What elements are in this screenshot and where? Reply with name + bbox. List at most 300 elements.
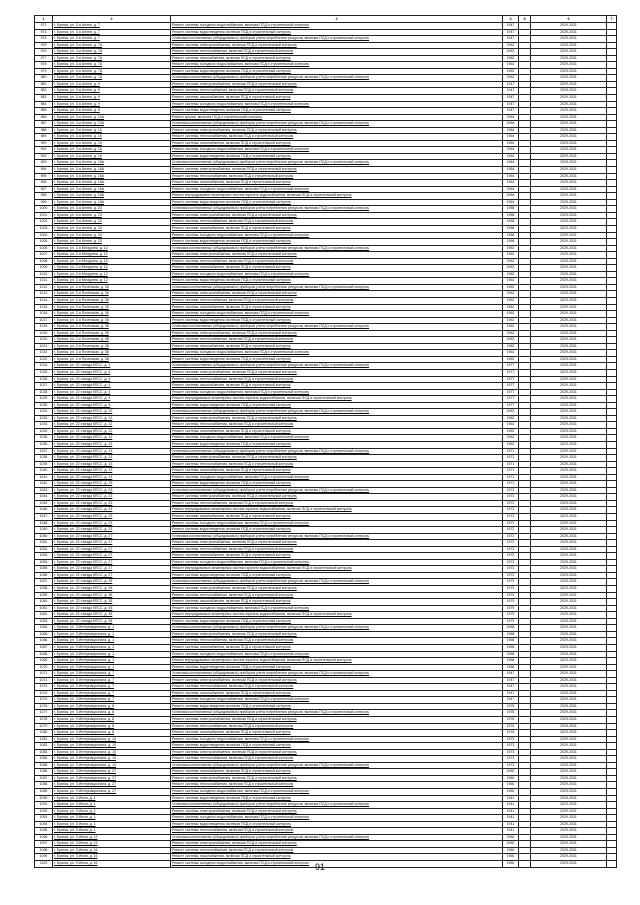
address-cell: г. Брянск, ул. 3 Интернационала, д. 1	[53, 638, 171, 645]
year-built-cell: 1960	[503, 854, 519, 861]
repair-period-cell: 2029-2031	[531, 88, 607, 95]
row-number: 1037	[35, 448, 53, 455]
work-type-cell: Ремонт системы газоснабжения, включая ПСД и строительный контроль	[171, 468, 503, 475]
year-built-cell: 1962	[503, 330, 519, 337]
year-built-cell: 1947	[503, 81, 519, 88]
work-type-cell: Ремонт системы холодного водоснабжения, включая ПСД и строительный контроль	[171, 23, 503, 30]
address-cell: г. Брянск, ул. 3-я Аллея, д. 9	[53, 101, 171, 108]
address-cell: г. Брянск, ул. 22 съезда КПСС, д. 4	[53, 363, 171, 370]
work-type-cell: Ремонт системы электроснабжения, включая ПСД и строительный контроль	[171, 677, 503, 684]
repair-period-cell: 2029-2031	[531, 95, 607, 102]
row-number: 1055	[35, 566, 53, 573]
work-type-cell: Ремонт системы газоснабжения, включая ПСД и строительный контроль	[171, 265, 503, 272]
row-number: 1051	[35, 540, 53, 547]
address-cell: г. Брянск, ул. 3-я Аллея, д. 23	[53, 212, 171, 219]
address-cell: г. Брянск, ул. 3-я Аллея, д. 7А	[53, 42, 171, 49]
work-type-cell: Установка коллективных (общедомовых) приборов учета потребления ресурсов, включая ПСД и строительный контроль	[171, 245, 503, 252]
year-built-cell: 1964	[503, 153, 519, 160]
repair-period-cell: 2029-2031	[531, 743, 607, 750]
year-built-cell: 1960	[503, 834, 519, 841]
row-number: 992	[35, 153, 53, 160]
repair-period-cell: 2029-2031	[531, 795, 607, 802]
work-type-cell: Ремонт системы газоснабжения, включая ПСД и строительный контроль	[171, 769, 503, 776]
repair-period-cell: 2029-2031	[531, 324, 607, 331]
address-cell: г. Брянск, ул. 3 Июля, д. 1	[53, 815, 171, 822]
repair-period-cell: 2029-2031	[531, 500, 607, 507]
row-number: 1079	[35, 723, 53, 730]
address-cell: г. Брянск, ул. 2-я Почепская, д. 38	[53, 324, 171, 331]
address-cell: г. Брянск, ул. 2-я Почепская, д. 38	[53, 337, 171, 344]
address-cell: г. Брянск, ул. 3-я Аллея, д. 23	[53, 206, 171, 213]
work-type-cell: Ремонт системы теплоснабжения, включая ПСД и строительный контроль	[171, 219, 503, 226]
repair-period-cell: 2029-2031	[531, 389, 607, 396]
work-type-cell: Ремонт системы электроснабжения, включая ПСД и строительный контроль	[171, 42, 503, 49]
work-type-cell: Ремонт внутридомовых инженерных систем горячего водоснабжения, включая ПСД и строительный контроль	[171, 193, 503, 200]
year-built-cell: 1962	[503, 311, 519, 318]
year-built-cell: 1973	[503, 743, 519, 750]
row-number: 978	[35, 62, 53, 69]
address-cell: г. Брянск, ул. 3-я Аллея, д. 7А	[53, 49, 171, 56]
repair-period-cell: 2029-2031	[531, 625, 607, 632]
address-cell: г. Брянск, ул. 22 съезда КПСС, д. 23	[53, 487, 171, 494]
repair-period-cell: 2029-2031	[531, 802, 607, 809]
work-type-cell: Ремонт системы холодного водоснабжения, включая ПСД и строительный контроль	[171, 697, 503, 704]
row-number: 997	[35, 186, 53, 193]
row-number: 1062	[35, 612, 53, 619]
work-type-cell: Ремонт системы электроснабжения, включая ПСД и строительный контроль	[171, 252, 503, 259]
row-number: 1001	[35, 212, 53, 219]
address-cell: г. Брянск, ул. 22 съезда КПСС, д. 35	[53, 618, 171, 625]
work-type-cell: Ремонт системы водоотведения, включая ПСД и строительный контроль	[171, 481, 503, 488]
repair-period-cell: 2029-2031	[531, 592, 607, 599]
repair-period-cell: 2029-2031	[531, 62, 607, 69]
work-type-cell: Ремонт системы газоснабжения, включая ПСД и строительный контроль	[171, 55, 503, 62]
work-type-cell: Ремонт внутридомовых инженерных систем горячего водоснабжения, включая ПСД и строительный контроль	[171, 396, 503, 403]
work-type-cell: Ремонт системы холодного водоснабжения, включая ПСД и строительный контроль	[171, 736, 503, 743]
address-cell: г. Брянск, ул. 3 Июля, д. 16	[53, 861, 171, 868]
work-type-cell: Ремонт системы электроснабжения, включая ПСД и строительный контроль	[171, 167, 503, 174]
work-type-cell: Ремонт системы электроснабжения, включая ПСД и строительный контроль	[171, 455, 503, 462]
year-built-cell: 1979	[503, 592, 519, 599]
row-number: 1033	[35, 422, 53, 429]
row-number: 1066	[35, 638, 53, 645]
year-built-cell: 1979	[503, 586, 519, 593]
work-type-cell: Ремонт системы холодного водоснабжения, включая ПСД и строительный контроль	[171, 311, 503, 318]
row-number: 973	[35, 29, 53, 36]
repair-period-cell: 2029-2031	[531, 815, 607, 822]
work-type-cell: Ремонт системы электроснабжения, включая ПСД и строительный контроль	[171, 841, 503, 848]
header-cell-6: 6	[531, 16, 607, 23]
row-number: 1009	[35, 265, 53, 272]
row-number: 1048	[35, 520, 53, 527]
address-cell: г. Брянск, ул. 22 съезда КПСС, д. 12	[53, 415, 171, 422]
year-built-cell: 1964	[503, 180, 519, 187]
repair-period-cell: 2029-2031	[531, 206, 607, 213]
repair-period-cell: 2029-2031	[531, 716, 607, 723]
row-number: 1100	[35, 861, 53, 868]
address-cell: г. Брянск, ул. 3-я Аллея, д. 9	[53, 95, 171, 102]
year-built-cell: 1972	[503, 533, 519, 540]
address-cell: г. Брянск, ул. 2-я Почепская, д. 38	[53, 350, 171, 357]
row-number: 1041	[35, 474, 53, 481]
address-cell: г. Брянск, ул. 22 съезда КПСС, д. 12	[53, 435, 171, 442]
repair-period-cell: 2029-2031	[531, 173, 607, 180]
repair-period-cell: 2029-2031	[531, 245, 607, 252]
year-built-cell: 1962	[503, 409, 519, 416]
repair-period-cell: 2029-2031	[531, 363, 607, 370]
work-type-cell: Ремонт системы газоснабжения, включая ПСД и строительный контроль	[171, 644, 503, 651]
year-built-cell: 1972	[503, 514, 519, 521]
address-cell: г. Брянск, ул. 22 съезда КПСС, д. 35	[53, 586, 171, 593]
row-number: 972	[35, 23, 53, 30]
row-number: 988	[35, 127, 53, 134]
year-built-cell: 1964	[503, 134, 519, 141]
repair-period-cell: 2029-2031	[531, 55, 607, 62]
address-cell: г. Брянск, ул. 3-я Аллея, д. 7А	[53, 55, 171, 62]
row-number: 1052	[35, 546, 53, 553]
work-type-cell: Ремонт системы электроснабжения, включая ПСД и строительный контроль	[171, 540, 503, 547]
year-built-cell: 1960	[503, 841, 519, 848]
repair-period-cell: 2029-2031	[531, 147, 607, 154]
work-type-cell: Установка коллективных (общедомовых) приборов учета потребления ресурсов, включая ПСД и строительный контроль	[171, 834, 503, 841]
work-type-cell: Ремонт системы теплоснабжения, включая ПСД и строительный контроль	[171, 173, 503, 180]
work-type-cell: Установка коллективных (общедомовых) приборов учета потребления ресурсов, включая ПСД и строительный контроль	[171, 206, 503, 213]
address-cell: г. Брянск, ул. 22 съезда КПСС, д. 13	[53, 474, 171, 481]
address-cell: г. Брянск, ул. 22 съезда КПСС, д. 12	[53, 428, 171, 435]
year-built-cell: 1977	[503, 402, 519, 409]
row-number: 990	[35, 140, 53, 147]
repair-period-cell: 2029-2031	[531, 455, 607, 462]
address-cell: г. Брянск, ул. 3-я Аллея, д. 16А	[53, 193, 171, 200]
work-type-cell: Установка коллективных (общедомовых) приборов учета потребления ресурсов, включая ПСД и строительный контроль	[171, 448, 503, 455]
year-built-cell: 1941	[503, 795, 519, 802]
work-type-cell: Ремонт системы водоотведения, включая ПСД и строительный контроль	[171, 356, 503, 363]
work-type-cell: Ремонт системы электроснабжения, включая ПСД и строительный контроль	[171, 212, 503, 219]
address-cell: г. Брянск, ул. 22 съезда КПСС, д. 27	[53, 566, 171, 573]
address-cell: г. Брянск, ул. 2-я Почепская, д. 36	[53, 304, 171, 311]
row-number: 1035	[35, 435, 53, 442]
work-type-cell: Установка коллективных (общедомовых) приборов учета потребления ресурсов, включая ПСД и строительный контроль	[171, 36, 503, 43]
repair-period-cell: 2029-2031	[531, 127, 607, 134]
row-number: 1097	[35, 841, 53, 848]
row-number: 979	[35, 68, 53, 75]
repair-period-cell: 2029-2031	[531, 49, 607, 56]
row-number: 1015	[35, 304, 53, 311]
year-built-cell: 1964	[503, 199, 519, 206]
address-cell: г. Брянск, ул. 2-я Почепская, д. 36	[53, 284, 171, 291]
row-number: 977	[35, 55, 53, 62]
repair-period-cell: 2029-2031	[531, 658, 607, 665]
work-type-cell: Ремонт крыши, включая ПСД и строительный контроль	[171, 114, 503, 121]
repair-period-cell: 2029-2031	[531, 494, 607, 501]
repair-period-cell: 2029-2031	[531, 559, 607, 566]
address-cell: г. Брянск, ул. 3-я Аллея, д. 7А	[53, 62, 171, 69]
row-number: 1040	[35, 468, 53, 475]
work-type-cell: Ремонт системы водоотведения, включая ПСД и строительный контроль	[171, 317, 503, 324]
work-type-cell: Ремонт системы газоснабжения, включая ПСД и строительный контроль	[171, 553, 503, 560]
address-cell: г. Брянск, ул. 3-я Аллея, д. 16	[53, 134, 171, 141]
capital-repair-plan-sheet	[34, 15, 616, 868]
repair-period-cell: 2029-2031	[531, 442, 607, 449]
address-cell: г. Брянск, ул. 3 Интернационала, д. 7	[53, 671, 171, 678]
work-type-cell: Ремонт системы теплоснабжения, включая ПСД и строительный контроль	[171, 337, 503, 344]
address-cell: г. Брянск, ул. 22 съезда КПСС, д. 4	[53, 383, 171, 390]
year-built-cell: 1971	[503, 455, 519, 462]
repair-period-cell: 2029-2031	[531, 396, 607, 403]
repair-period-cell: 2029-2031	[531, 677, 607, 684]
work-type-cell: Ремонт системы теплоснабжения, включая ПСД и строительный контроль	[171, 828, 503, 835]
address-cell: г. Брянск, ул. 3 Июля, д. 1	[53, 802, 171, 809]
year-built-cell: 1962	[503, 350, 519, 357]
work-type-cell: Ремонт системы электроснабжения, включая ПСД и строительный контроль	[171, 775, 503, 782]
year-built-cell: 1968	[503, 644, 519, 651]
repair-period-cell: 2029-2031	[531, 297, 607, 304]
work-type-cell: Ремонт системы электроснабжения, включая ПСД и строительный контроль	[171, 127, 503, 134]
year-built-cell: 1947	[503, 29, 519, 36]
work-type-cell: Ремонт системы теплоснабжения, включая ПСД и строительный контроль	[171, 723, 503, 730]
row-number: 1085	[35, 762, 53, 769]
row-number: 1075	[35, 697, 53, 704]
work-type-cell: Ремонт системы водоотведения, включая ПСД и строительный контроль	[171, 239, 503, 246]
repair-period-cell: 2029-2031	[531, 599, 607, 606]
year-built-cell: 1962	[503, 252, 519, 259]
row-number: 1078	[35, 716, 53, 723]
repair-period-cell: 2029-2031	[531, 572, 607, 579]
repair-period-cell: 2029-2031	[531, 121, 607, 128]
repair-period-cell: 2029-2031	[531, 42, 607, 49]
year-built-cell: 1962	[503, 49, 519, 56]
year-built-cell: 1962	[503, 75, 519, 82]
repair-period-cell: 2029-2031	[531, 36, 607, 43]
work-type-cell: Ремонт системы теплоснабжения, включая ПСД и строительный контроль	[171, 782, 503, 789]
address-cell: г. Брянск, ул. 3-я Аллея, д. 16А	[53, 199, 171, 206]
row-number: 1010	[35, 271, 53, 278]
row-number: 1043	[35, 487, 53, 494]
year-built-cell: 1962	[503, 271, 519, 278]
work-type-cell: Ремонт системы электроснабжения, включая ПСД и строительный контроль	[171, 808, 503, 815]
row-number: 1025	[35, 369, 53, 376]
work-type-cell: Установка коллективных (общедомовых) приборов учета потребления ресурсов, включая ПСД и строительный контроль	[171, 409, 503, 416]
repair-period-cell: 2029-2031	[531, 461, 607, 468]
year-built-cell: 1962	[503, 356, 519, 363]
year-built-cell: 1972	[503, 520, 519, 527]
header-cell-1: 1	[35, 16, 53, 23]
year-built-cell: 1977	[503, 376, 519, 383]
address-cell: г. Брянск, ул. 3 Июля, д. 1	[53, 828, 171, 835]
work-type-cell: Установка коллективных (общедомовых) приборов учета потребления ресурсов, включая ПСД и строительный контроль	[171, 284, 503, 291]
year-built-cell: 1960	[503, 861, 519, 868]
row-number: 1024	[35, 363, 53, 370]
repair-period-cell: 2029-2031	[531, 553, 607, 560]
work-type-cell: Ремонт системы электроснабжения, включая ПСД и строительный контроль	[171, 494, 503, 501]
row-number: 1046	[35, 507, 53, 514]
year-built-cell: 1947	[503, 95, 519, 102]
address-cell: г. Брянск, ул. 3 Июля, д. 13	[53, 841, 171, 848]
address-cell: г. Брянск, ул. 22 съезда КПСС, д. 13	[53, 481, 171, 488]
repair-period-cell: 2029-2031	[531, 402, 607, 409]
repair-period-cell: 2029-2031	[531, 540, 607, 547]
year-built-cell: 1962	[503, 422, 519, 429]
year-built-cell: 1976	[503, 710, 519, 717]
address-cell: г. Брянск, ул. 22 съезда КПСС, д. 23	[53, 520, 171, 527]
row-number: 1003	[35, 225, 53, 232]
row-number: 989	[35, 134, 53, 141]
repair-period-cell: 2029-2031	[531, 579, 607, 586]
year-built-cell: 1976	[503, 716, 519, 723]
address-cell: г. Брянск, ул. 22 съезда КПСС, д. 35	[53, 605, 171, 612]
repair-period-cell: 2029-2031	[531, 422, 607, 429]
address-cell: г. Брянск, ул. 22 съезда КПСС, д. 23	[53, 527, 171, 534]
table-body	[35, 23, 617, 868]
address-cell: г. Брянск, ул. 3 Интернационала, д. 8	[53, 710, 171, 717]
row-number: 974	[35, 36, 53, 43]
row-number: 1030	[35, 402, 53, 409]
row-number: 1059	[35, 592, 53, 599]
year-built-cell: 1947	[503, 36, 519, 43]
repair-period-cell: 2029-2031	[531, 68, 607, 75]
year-built-cell: 1947	[503, 108, 519, 115]
address-cell: г. Брянск, ул. 3 Интернационала, д. 1	[53, 651, 171, 658]
address-cell: г. Брянск, ул. 3-я Аллея, д. 23	[53, 219, 171, 226]
address-cell: г. Брянск, ул. 3-я Аллея, д. 16А	[53, 186, 171, 193]
row-number: 1028	[35, 389, 53, 396]
table-header	[35, 16, 617, 23]
address-cell: г. Брянск, ул. 3 Интернационала, д. 8	[53, 723, 171, 730]
year-built-cell: 1958	[503, 206, 519, 213]
address-cell: г. Брянск, ул. 2-я Почепская, д. 36	[53, 297, 171, 304]
repair-period-cell: 2029-2031	[531, 304, 607, 311]
year-built-cell: 1972	[503, 494, 519, 501]
row-number: 976	[35, 49, 53, 56]
work-type-cell: Ремонт системы водоотведения, включая ПСД и строительный контроль	[171, 795, 503, 802]
work-type-cell: Ремонт системы холодного водоснабжения, включая ПСД и строительный контроль	[171, 788, 503, 795]
repair-period-cell: 2029-2031	[531, 612, 607, 619]
row-number: 1061	[35, 605, 53, 612]
year-built-cell: 1972	[503, 487, 519, 494]
work-type-cell: Ремонт системы газоснабжения, включая ПСД и строительный контроль	[171, 383, 503, 390]
year-built-cell: 1977	[503, 363, 519, 370]
year-built-cell: 1962	[503, 415, 519, 422]
repair-period-cell: 2029-2031	[531, 527, 607, 534]
work-type-cell: Ремонт системы теплоснабжения, включая ПСД и строительный контроль	[171, 756, 503, 763]
row-number: 1086	[35, 769, 53, 776]
row-number: 995	[35, 173, 53, 180]
row-number: 1091	[35, 802, 53, 809]
work-type-cell: Ремонт системы теплоснабжения, включая ПСД и строительный контроль	[171, 88, 503, 95]
address-cell: г. Брянск, ул. 22 съезда КПСС, д. 13	[53, 468, 171, 475]
repair-period-cell: 2029-2031	[531, 435, 607, 442]
repair-period-cell: 2029-2031	[531, 81, 607, 88]
row-number: 1014	[35, 297, 53, 304]
repair-period-cell: 2029-2031	[531, 448, 607, 455]
work-type-cell: Ремонт системы холодного водоснабжения, включая ПСД и строительный контроль	[171, 435, 503, 442]
year-built-cell: 1971	[503, 474, 519, 481]
year-built-cell: 1964	[503, 127, 519, 134]
address-cell: г. Брянск, ул. 3 Интернационала, д. 7	[53, 677, 171, 684]
address-cell: г. Брянск, ул. 3-я Аллея, д. 16	[53, 153, 171, 160]
year-built-cell: 1979	[503, 618, 519, 625]
address-cell: г. Брянск, ул. 2-я Почепская, д. 38	[53, 343, 171, 350]
repair-period-cell: 2029-2031	[531, 350, 607, 357]
address-cell: г. Брянск, ул. 22 съезда КПСС, д. 35	[53, 592, 171, 599]
work-type-cell: Ремонт системы теплоснабжения, включая ПСД и строительный контроль	[171, 546, 503, 553]
year-built-cell: 1964	[503, 167, 519, 174]
year-built-cell: 1964	[503, 173, 519, 180]
year-built-cell: 1960	[503, 769, 519, 776]
year-built-cell: 1979	[503, 612, 519, 619]
row-number: 1032	[35, 415, 53, 422]
work-type-cell: Ремонт системы электроснабжения, включая ПСД и строительный контроль	[171, 716, 503, 723]
work-type-cell: Ремонт системы водоотведения, включая ПСД и строительный контроль	[171, 442, 503, 449]
repair-period-cell: 2029-2031	[531, 697, 607, 704]
address-cell: г. Брянск, ул. 22 съезда КПСС, д. 27	[53, 533, 171, 540]
row-number: 983	[35, 95, 53, 102]
row-number: 1039	[35, 461, 53, 468]
address-cell: г. Брянск, ул. 22 съезда КПСС, д. 4	[53, 369, 171, 376]
repair-period-cell: 2029-2031	[531, 415, 607, 422]
year-built-cell: 1962	[503, 442, 519, 449]
work-type-cell: Ремонт системы электроснабжения, включая ПСД и строительный контроль	[171, 291, 503, 298]
address-cell: г. Брянск, ул. 22 съезда КПСС, д. 27	[53, 572, 171, 579]
work-type-cell: Ремонт системы электроснабжения, включая ПСД и строительный контроль	[171, 631, 503, 638]
address-cell: г. Брянск, ул. 2-я Почепская, д. 36	[53, 291, 171, 298]
year-built-cell: 1941	[503, 802, 519, 809]
row-number: 1047	[35, 514, 53, 521]
address-cell: г. Брянск, ул. 3-я Аллея, д. 23	[53, 239, 171, 246]
row-number: 1000	[35, 206, 53, 213]
work-type-cell: Ремонт системы теплоснабжения, включая ПСД и строительный контроль	[171, 461, 503, 468]
work-type-cell: Ремонт системы теплоснабжения, включая ПСД и строительный контроль	[171, 592, 503, 599]
address-cell: г. Брянск, ул. 22 съезда КПСС, д. 12	[53, 422, 171, 429]
row-number: 1094	[35, 821, 53, 828]
row-number: 1045	[35, 500, 53, 507]
year-built-cell: 1973	[503, 749, 519, 756]
year-built-cell: 1947	[503, 671, 519, 678]
year-built-cell: 1947	[503, 23, 519, 30]
address-cell: г. Брянск, ул. 3 Интернационала, д. 8	[53, 730, 171, 737]
row-number: 1013	[35, 291, 53, 298]
work-type-cell: Установка коллективных (общедомовых) приборов учета потребления ресурсов, включая ПСД и строительный контроль	[171, 363, 503, 370]
row-number: 1080	[35, 730, 53, 737]
repair-period-cell: 2029-2031	[531, 219, 607, 226]
work-type-cell: Ремонт системы газоснабжения, включая ПСД и строительный контроль	[171, 599, 503, 606]
work-type-cell: Ремонт системы холодного водоснабжения, включая ПСД и строительный контроль	[171, 474, 503, 481]
work-type-cell: Ремонт системы теплоснабжения, включая ПСД и строительный контроль	[171, 638, 503, 645]
repair-period-cell: 2029-2031	[531, 533, 607, 540]
year-built-cell: 1976	[503, 723, 519, 730]
address-cell: г. Брянск, ул. 3-я Аллея, д. 7	[53, 29, 171, 36]
year-built-cell: 1941	[503, 821, 519, 828]
row-number: 1005	[35, 239, 53, 246]
row-number: 1026	[35, 376, 53, 383]
address-cell: г. Брянск, ул. 2-я Почепская, д. 36	[53, 311, 171, 318]
repair-period-cell: 2029-2031	[531, 690, 607, 697]
repair-period-cell: 2029-2031	[531, 167, 607, 174]
row-number: 1087	[35, 775, 53, 782]
work-type-cell: Установка коллективных (общедомовых) приборов учета потребления ресурсов, включая ПСД и строительный контроль	[171, 324, 503, 331]
work-type-cell: Ремонт системы водоотведения, включая ПСД и строительный контроль	[171, 402, 503, 409]
repair-period-cell: 2029-2031	[531, 854, 607, 861]
work-type-cell: Ремонт системы водоотведения, включая ПСД и строительный контроль	[171, 618, 503, 625]
address-cell: г. Брянск, ул. 22 съезда КПСС, д. 27	[53, 559, 171, 566]
row-number: 1056	[35, 572, 53, 579]
work-type-cell: Ремонт системы газоснабжения, включая ПСД и строительный контроль	[171, 343, 503, 350]
year-built-cell: 1947	[503, 88, 519, 95]
year-built-cell: 1972	[503, 572, 519, 579]
address-cell: г. Брянск, ул. 3 Июля, д. 16	[53, 847, 171, 854]
address-cell: г. Брянск, ул. 2-я Мичурина, д. 12	[53, 265, 171, 272]
repair-period-cell: 2029-2031	[531, 258, 607, 265]
